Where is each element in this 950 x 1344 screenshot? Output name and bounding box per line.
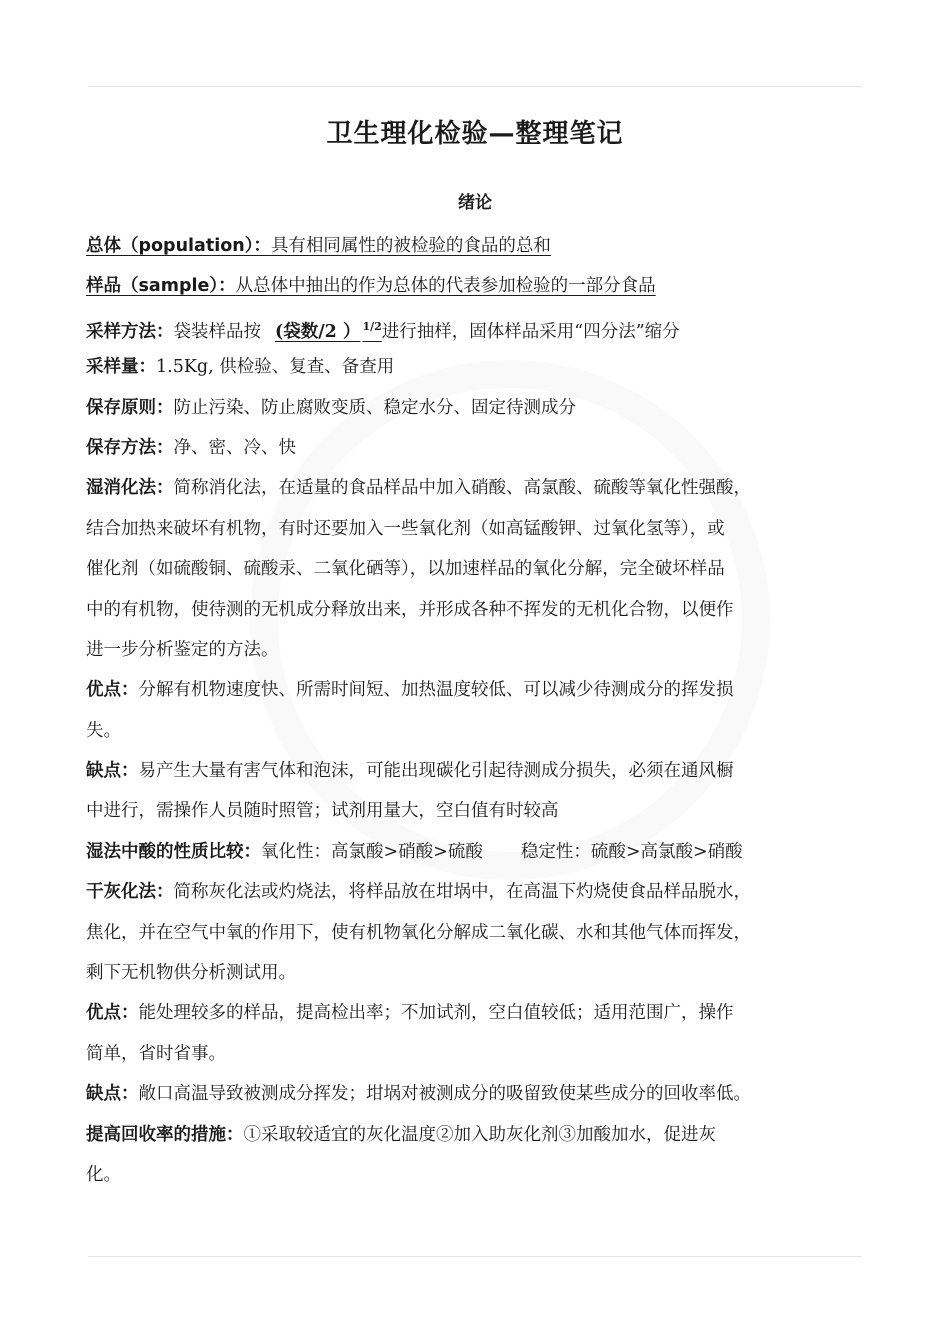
sampling-amount bbox=[86, 347, 878, 387]
stability-order: 稳定性：硫酸>高氯酸>硝酸 bbox=[520, 841, 743, 862]
acid-compare bbox=[86, 832, 878, 872]
term-label: 缺点： bbox=[86, 761, 139, 782]
wet-digestion-line: 中的有机物，使待测的无机成分释放出来，并形成各种不挥发的无机化合物，以便作 bbox=[86, 599, 734, 620]
term-definition: 从总体中抽出的作为总体的代表参加检验的一部分食品 bbox=[235, 276, 656, 297]
text: 袋装样品按 bbox=[173, 321, 261, 342]
text: 易产生大量有害气体和泡沫，可能出现碳化引起待测成分损失，必须在通风橱 bbox=[138, 761, 734, 782]
oxidizing-order: 氧化性：高氯酸>硝酸>硫酸 bbox=[261, 841, 483, 862]
text: 防止污染、防止腐败变质、稳定水分、固定待测成分 bbox=[173, 397, 576, 418]
notes-body bbox=[86, 226, 878, 1195]
term-label: 保存方法： bbox=[86, 437, 174, 458]
term-label: 湿法中酸的性质比较： bbox=[86, 841, 261, 862]
text: 进行抽样，固体样品采用“四分法”缩分 bbox=[381, 321, 680, 342]
term-label: 缺点： bbox=[86, 1084, 139, 1105]
term-label: 采样方法： bbox=[86, 321, 174, 342]
wet-pros bbox=[86, 670, 878, 710]
preserve-principle bbox=[86, 388, 878, 428]
improve-recovery bbox=[86, 1115, 878, 1155]
text: 能处理较多的样品，提高检出率；不加试剂，空白值较低；适用范围广，操作 bbox=[138, 1003, 734, 1024]
term-label: 采样量： bbox=[86, 357, 156, 378]
term-label: 提高回收率的措施： bbox=[86, 1124, 244, 1145]
wet-digestion-line: 进一步分析鉴定的方法。 bbox=[86, 639, 279, 660]
definition-sample bbox=[86, 266, 878, 306]
document-title: 卫生理化检验—整理笔记 bbox=[326, 119, 624, 149]
footer-rule bbox=[88, 1256, 862, 1257]
formula-exponent: 1/2 bbox=[362, 319, 382, 333]
text: 简称灰化法或灼烧法，将样品放在坩埚中，在高温下灼烧使食品样品脱水， bbox=[173, 882, 751, 903]
text: 敞口高温导致被测成分挥发；坩埚对被测成分的吸留致使某些成分的回收率低。 bbox=[138, 1084, 751, 1105]
dry-pros-line: 简单，省时省事。 bbox=[86, 1043, 226, 1064]
term-label: 保存原则： bbox=[86, 397, 174, 418]
preserve-method bbox=[86, 428, 878, 468]
dry-cons bbox=[86, 1074, 878, 1114]
improve-recovery-line: 化。 bbox=[86, 1164, 121, 1185]
text: 净、密、冷、快 bbox=[173, 437, 296, 458]
text: 1.5Kg, 供检验、复查、备查用 bbox=[156, 357, 395, 378]
term-label: 优点： bbox=[86, 680, 139, 701]
wet-pros-line: 失。 bbox=[86, 720, 121, 741]
wet-digestion-line: 结合加热来破坏有机物，有时还要加入一些氧化剂（如高锰酸钾、过氧化氢等），或 bbox=[86, 518, 725, 539]
term-label: 总体（population）： bbox=[86, 236, 271, 256]
wet-digestion bbox=[86, 468, 878, 508]
text: 分解有机物速度快、所需时间短、加热温度较低、可以减少待测成分的挥发损 bbox=[138, 680, 734, 701]
dry-ashing bbox=[86, 872, 878, 912]
text: ①采取较适宜的灰化温度②加入助灰化剂③加酸加水，促进灰 bbox=[243, 1124, 716, 1145]
wet-cons-line: 中进行，需操作人员随时照管；试剂用量大，空白值有时较高 bbox=[86, 801, 559, 822]
dry-pros bbox=[86, 993, 878, 1033]
term-label: 优点： bbox=[86, 1003, 139, 1024]
sampling-method bbox=[86, 307, 878, 347]
wet-digestion-line: 催化剂（如硫酸铜、硫酸汞、二氧化硒等），以加速样品的氧化分解，完全破坏样品 bbox=[86, 559, 725, 580]
dry-ashing-line: 焦化，并在空气中氧的作用下，使有机物氧化分解成二氧化碳、水和其他气体而挥发， bbox=[86, 922, 751, 943]
text: 简称消化法，在适量的食品样品中加入硝酸、高氯酸、硫酸等氧化性强酸， bbox=[173, 478, 751, 499]
header-rule bbox=[88, 86, 862, 87]
wet-cons bbox=[86, 751, 878, 791]
term-label: 样品（sample）： bbox=[86, 276, 236, 297]
term-label: 干灰化法： bbox=[86, 882, 174, 903]
term-definition: 具有相同属性的被检验的食品的总和 bbox=[270, 236, 551, 256]
sampling-formula: (袋数/2 ） bbox=[275, 321, 361, 342]
dry-ashing-line: 剩下无机物供分析测试用。 bbox=[86, 963, 296, 984]
section-title: 绪论 bbox=[458, 193, 492, 213]
definition-population bbox=[86, 226, 878, 266]
term-label: 湿消化法： bbox=[86, 478, 174, 499]
